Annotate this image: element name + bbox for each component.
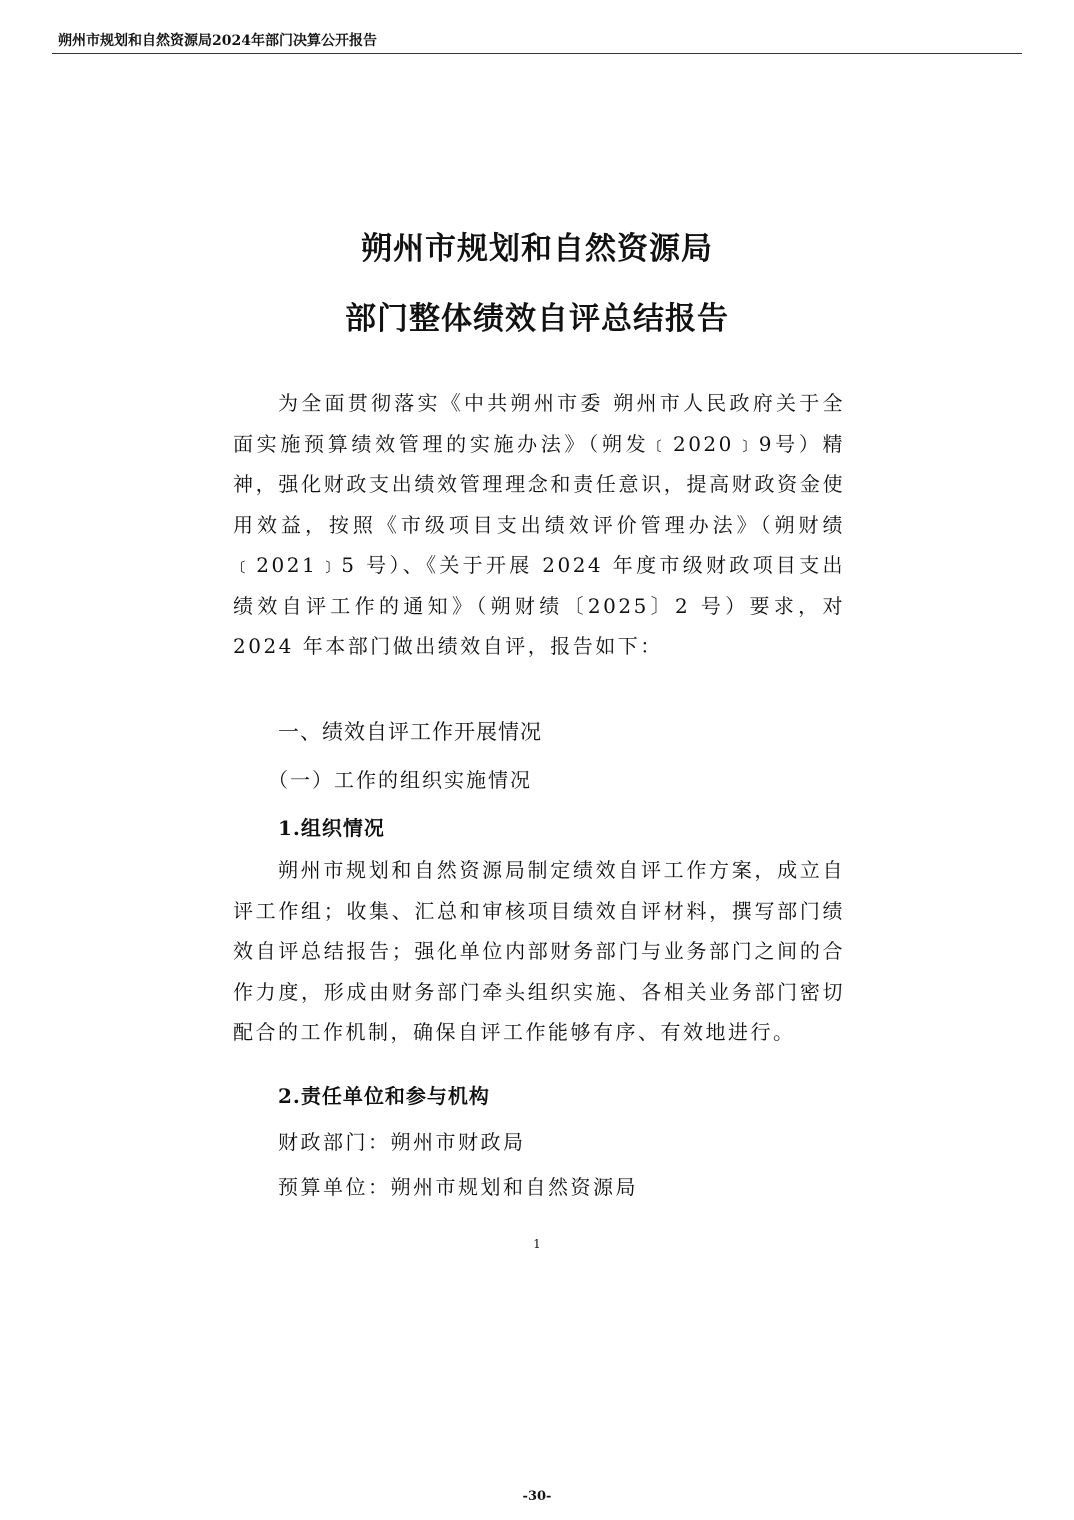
inner-page-number: 1 [533,1237,541,1251]
item-2-heading: 2.责任单位和参与机构 [278,1084,490,1108]
item-1-heading: 1.组织情况 [278,816,385,840]
document-title-line-2: 部门整体绩效自评总结报告 [345,301,729,337]
finance-dept-line: 财政部门：朔州市财政局 [278,1130,526,1154]
item-1-paragraph: 朔州市规划和自然资源局制定绩效自评工作方案，成立自评工作组；收集、汇总和审核项目绩效自评材料，撰写部门绩效自评总结报告；强化单位内部财务部门与业务部门之间的合作力度，形成由财务部门牵头组织实施、各相关业务部门密切配合的工作机制，确保自评工作能够有序、有效地进行。 [233,858,845,1044]
running-header: 朔州市规划和自然资源局2024年部门决算公开报告 [58,33,377,49]
budget-unit-line: 预算单位：朔州市规划和自然资源局 [278,1175,638,1199]
intro-section [233,383,845,667]
subsection-1-heading: （一）工作的组织实施情况 [268,768,532,792]
intro-paragraph: 为全面贯彻落实《中共朔州市委 朔州市人民政府关于全面实施预算绩效管理的实施办法》（朔发﹝2020﹞9号）精神，强化财政支出绩效管理理念和责任意识，提高财政资金使用效益，按照《市级项目支出绩效评价管理办法》（朔财绩﹝2021﹞5 号）、《关于开展 2024 年度市级财政项目支出绩效自评工作的通知》（朔财绩〔2025〕2 号）要求，对 2024 年本部门做出绩效自评，报告如下： [233,391,845,658]
section-1-heading: 一、绩效自评工作开展情况 [278,720,542,744]
document-title-line-1: 朔州市规划和自然资源局 [361,231,713,267]
header-rule [52,53,1022,54]
footer-page-number: -30- [522,1489,552,1504]
item-1-section [233,850,845,1053]
